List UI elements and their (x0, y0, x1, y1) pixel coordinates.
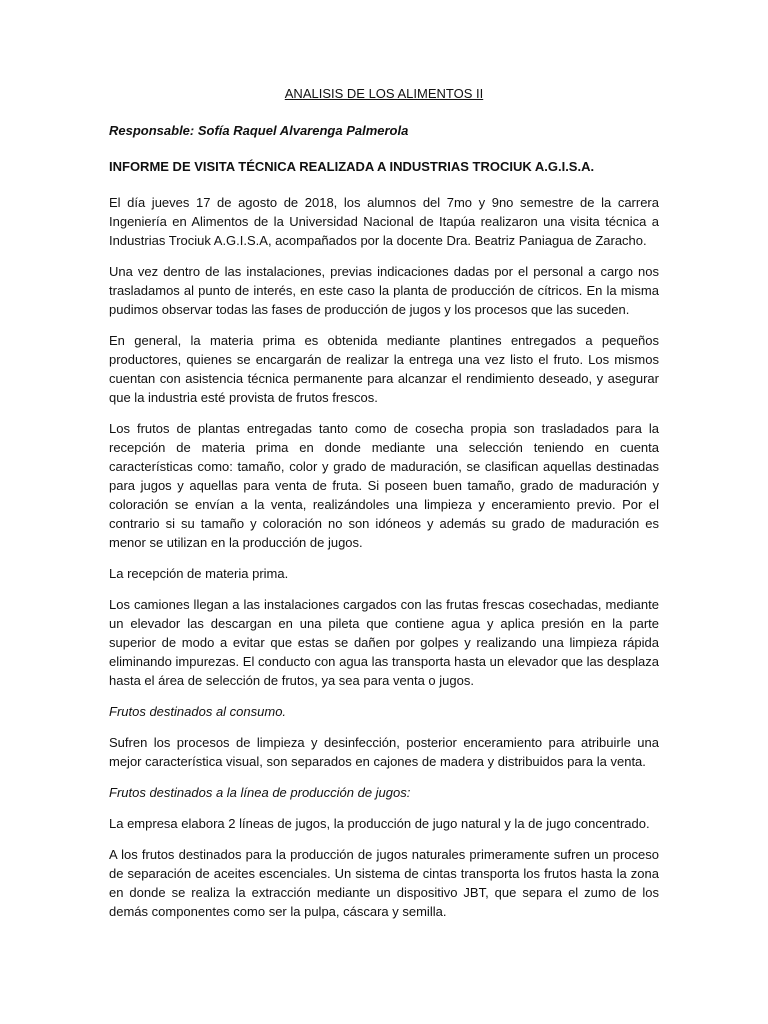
document-page (109, 84, 659, 933)
paragraph-visit-intro: El día jueves 17 de agosto de 2018, los alumnos del 7mo y 9no semestre de la carrera Ingeniería en Alimentos de la Universidad Nacional de Itapúa realizaron una visita técnica a Industrias Trociuk A.G.I.S.A, acompañados por la docente Dra. Beatriz Paniagua de Zaracho. (109, 195, 659, 248)
paragraph-reception: Los camiones llegan a las instalaciones cargados con las frutas frescas cosechadas, mediante un elevador las descargan en una pileta que contiene agua y aplica presión en la parte superior de modo a evitar que estas se dañen por golpes y realizando una limpieza rápida eliminando impurezas. El conducto con agua las transporta hasta un elevador que las desplaza hasta el área de selección de frutos, ya sea para venta o jugos. (109, 597, 659, 688)
paragraph-consumption: Sufren los procesos de limpieza y desinfección, posterior enceramiento para atribuirle una mejor característica visual, son separados en cajones de madera y distribuidos para la venta. (109, 735, 659, 769)
section-consumption-heading: Frutos destinados al consumo. (109, 704, 287, 719)
section-reception-heading: La recepción de materia prima. (109, 566, 289, 581)
paragraph-facilities: Una vez dentro de las instalaciones, previas indicaciones dadas por el personal a cargo nos trasladamos al punto de interés, en este caso la planta de producción de cítricos. En la misma pudimos observar todas las fases de producción de jugos y los procesos que las suceden. (109, 264, 659, 317)
paragraph-raw-material: En general, la materia prima es obtenida mediante plantines entregados a pequeños productores, quienes se encargarán de realizar la entrega una vez listo el fruto. Los mismos cuentan con asistencia técnica permanente para alcanzar el rendimiento deseado, y asegurar que la industria esté provista de frutos frescos. (109, 333, 659, 405)
report-heading: INFORME DE VISITA TÉCNICA REALIZADA A INDUSTRIAS TROCIUK A.G.I.S.A. (109, 159, 595, 174)
paragraph-selection: Los frutos de plantas entregadas tanto como de cosecha propia son trasladados para la recepción de materia prima en donde mediante una selección teniendo en cuenta características como: tamaño, color y grado de maduración, se clasifican aquellas destinadas para jugos y aquellas para venta de fruta. Si poseen buen tamaño, grado de maduración y coloración se envían a la venta, realizándoles una limpieza y enceramiento previo. Por el contrario si su tamaño y coloración no son idóneos y además su grado de maduración es menor se utilizan en la producción de jugos. (109, 421, 659, 550)
paragraph-natural-juice: A los frutos destinados para la producción de jugos naturales primeramente sufren un proceso de separación de aceites escenciales. Un sistema de cintas transporta los frutos hasta la zona en donde se realiza la extracción mediante un dispositivo JBT, que separa el zumo de los demás componentes como ser la pulpa, cáscara y semilla. (109, 847, 659, 919)
document-title: ANALISIS DE LOS ALIMENTOS II (284, 86, 484, 101)
paragraph-juice-lines: La empresa elabora 2 líneas de jugos, la producción de jugo natural y la de jugo concentrado. (109, 816, 650, 831)
responsible-line: Responsable: Sofía Raquel Alvarenga Palmerola (109, 123, 409, 138)
section-juice-line-heading: Frutos destinados a la línea de producción de jugos: (109, 785, 411, 800)
